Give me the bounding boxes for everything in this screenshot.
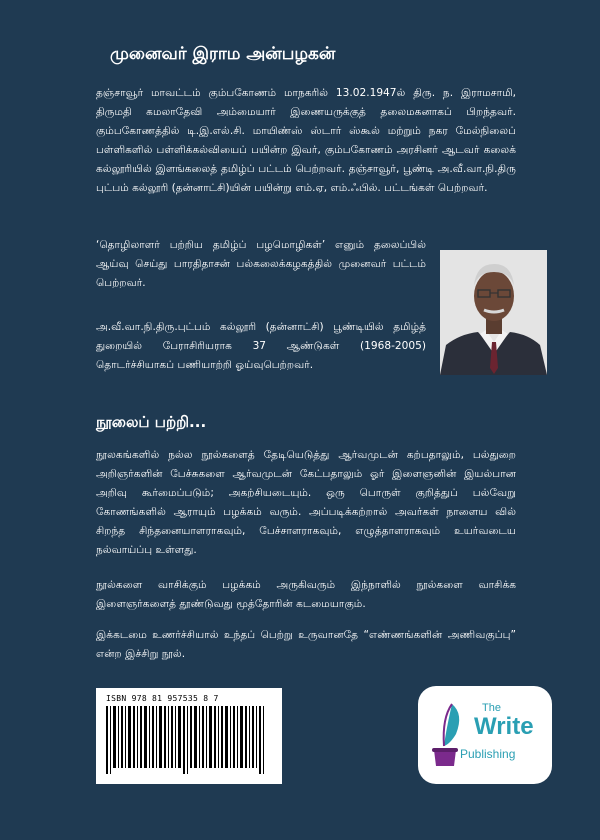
about-book-heading: நூலைப் பற்றி... — [96, 413, 207, 431]
author-bio-paragraph-1: தஞ்சாவூர் மாவட்டம் கும்பகோணம் மாநகரில் 13.02.1947ல் திரு. ந. இராமசாமி, திருமதி கமலாதேவி அம்மையார் இணையருக்குத் தலைமகனாகப் பிறந்தவர். கும்பகோணத்தில் டி.இ.எல்.சி. மாயிண்ஸ் ஸ்டார் ஸ்கூல் மற்றும் நகர மேல்நிலைப் பள்ளிகளில் பள்ளிக்கல்வியைப் பயின்ற இவர், கும்பகோணம் அரசினர் ஆடவர் கலைக் கல்லூரியில் இளங்கலைத் தமிழ்ப் பட்டம் பெற்றவர். தஞ்சாவூர், பூண்டி அ.வீ.வா.நி.திரு புட்பம் கல்லூரி (தன்னாட்சி)யின் பயின்று எம்.ஏ, எம்.ஃபில். பட்டங்கள் பெற்றவர். — [96, 87, 516, 194]
author-bio-paragraph-2: ‘தொழிலாளர் பற்றிய தமிழ்ப் பழமொழிகள்’ எனும் தலைப்பில் ஆய்வு செய்து பாரதிதாசன் பல்கலைக்கழகத்தில் முனைவர் பட்டம் பெற்றவர். — [96, 239, 426, 289]
about-book-paragraph-2: நூல்களை வாசிக்கும் பழக்கம் அருகிவரும் இந்நாளில் நூல்களை வாசிக்க இளைஞர்களைத் தூண்டுவது மூத்தோரின் கடமையாகும். — [96, 579, 516, 610]
isbn-number: ISBN 978 81 957535 8 7 — [106, 694, 219, 703]
publisher-name-write: Write — [474, 713, 534, 740]
publisher-name-publishing: Publishing — [460, 747, 516, 761]
author-photo — [440, 250, 547, 375]
publisher-logo — [418, 686, 552, 784]
publisher-name-the: The — [482, 702, 501, 714]
about-book-paragraph-1: நூலகங்களில் நல்ல நூல்களைத் தேடியெடுத்து ஆர்வமுடன் கற்பதாலும், பல்துறை அறிஞர்களின் பேச்சுகளை ஆர்வமுடன் கேட்பதாலும் ஓர் இளைஞனின் இயல்பான அறிவு கூர்மைப்படும்; அகற்சியடையும். ஒரு பொருள் குறித்துப் பல்வேறு கோணங்களில் ஆராயும் பழக்கம் வரும். அப்படிக்கற்றால் அவர்கள் நாளைய வில் சிறந்த சிந்தனையாளராகவும், பேச்சாளராகவும், எழுத்தாளராகவும் உயர்வடைய நல்வாய்ப்பு உள்ளது. — [96, 449, 516, 556]
isbn-barcode — [96, 688, 282, 784]
barcode-bars — [96, 688, 282, 784]
author-bio-paragraph-3: அ.வீ.வா.நி.திரு.புட்பம் கல்லூரி (தன்னாட்சி) பூண்டியில் தமிழ்த் துறையில் பேராசிரியராக 37 ஆண்டுகள் (1968-2005) தொடர்ச்சியாகப் பணியாற்றி ஓய்வுபெற்றவர். — [96, 321, 426, 371]
about-book-paragraph-3: இக்கடமை உணர்ச்சியால் உந்தப் பெற்று உருவானதே “எண்ணங்களின் அணிவகுப்பு” என்ற இச்சிறு நூல். — [96, 629, 516, 660]
author-name: முனைவர் இராம அன்பழகன் — [110, 44, 336, 64]
